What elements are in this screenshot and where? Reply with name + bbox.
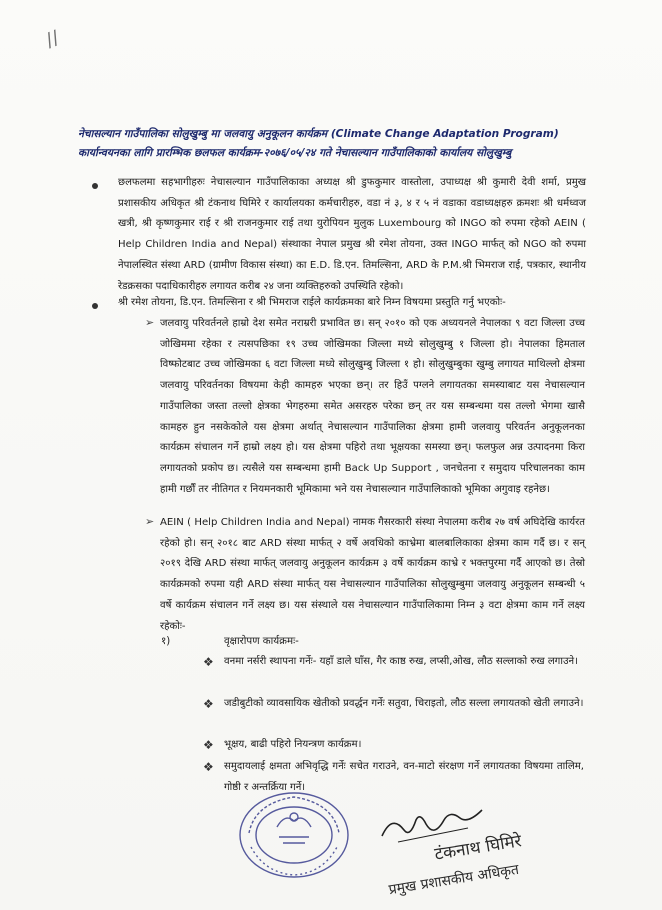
bullet-icon xyxy=(92,303,98,309)
signatory-name: टंकनाथ घिमिरे xyxy=(433,831,523,865)
diamond-bullet-icon: ❖ xyxy=(203,655,214,669)
list-item: जडीबुटीको व्यावसायिक खेतीको प्रवर्द्धन गर्नेः सतुवा, चिराइतो, लौठ सल्ला लगायतको खेती लगाउने। xyxy=(224,698,584,709)
diamond-bullet-icon: ❖ xyxy=(203,697,214,711)
office-seal xyxy=(235,787,353,887)
item-title: वृक्षारोपण कार्यक्रमः- xyxy=(224,636,299,647)
list-item: समुदायलाई क्षमता अभिवृद्धि गर्नेः सचेत गराउने, वन-माटो संरक्षण गर्ने लगायतका विषयमा तालिम, गोष्ठी र अन्तर्क्रिया गर्ने। xyxy=(224,761,584,793)
participants-paragraph: छलफलमा सहभागीहरुः नेचासल्यान गाउँपालिकाका अध्यक्ष श्री डुफकुमार वास्तोला, उपाध्यक्ष श्री कुमारी देवी शर्मा, प्रमुख प्रशासकीय अधिकृत श्री टंकनाथ घिमिरे र कार्यालयका कर्मचारीहरु, वडा नं ३, ४ र ५ नं वडाका वडाध्यक्षहरु क्रमशः श्री धर्मध्वज खत्री, श्री कृष्णकुमार राई र श्री राजनकुमार राई तथा युरोपियन मुलुक Luxembourg को INGO को रुपमा रहेको AEIN ( Help Children India and Nepal) संस्थाका नेपाल प्रमुख श्री रमेश तोयना, उक्त INGO मार्फत् को NGO को रुपमा नेपालस्थित संस्था ARD (ग्रामीण विकास संस्था) का E.D. डि.एन. तिमल्सिना, ARD के P.M.श्री भिमराज राई, पत्रकार, स्थानीय रेडक्रसका पदाधिकारीहरु लगायत करीब २४ जना व्यक्तिहरुको उपस्थिति रहेको। xyxy=(118,177,586,292)
aein-paragraph: AEIN ( Help Children India and Nepal) नामक गैसरकारी संस्था नेपालमा करीब २७ वर्ष अघिदेखि कार्यरत रहेको हो। सन् २०१८ बाट ARD संस्था मार्फत् २ वर्षे अवधिको काभ्रेमा बालबालिकाका क्षेत्रमा काम गर्दै छ। र सन् २०१९ देखि ARD संस्था मार्फत् जलवायु अनुकूलन कार्यक्रम ३ वर्षे कार्यक्रम काभ्रे र भक्तपुरमा गर्दै आएको छ। तेस्रो कार्यक्रमको रुपमा यही ARD संस्था मार्फत् यस नेचासल्यान गाउँपालिका सोलुखुम्बुमा जलवायु अनुकूलन सम्बन्धी ५ वर्षे कार्यक्रम संचालन गर्ने लक्ष्य छ। यस संस्थाले यस नेचासल्यान गाउँपालिकामा निम्न ३ वटा क्षेत्रमा काम गर्ने लक्ष्य रहेकोः- xyxy=(160,517,585,632)
document-title-line-2: कार्यान्वयनका लागि प्रारम्भिक छलफल कार्यक्रम-२०७६/०५/२४ गते नेचासल्यान गाउँपालिकाको कार्यालय सोलुखुम्बु xyxy=(78,147,512,159)
list-item: भूक्षय, बाढी पहिरो नियन्त्रण कार्यक्रम। xyxy=(224,739,362,750)
diamond-bullet-icon: ❖ xyxy=(203,738,214,752)
arrow-bullet-icon: ➢ xyxy=(145,515,155,528)
corner-mark: // xyxy=(42,26,63,52)
list-item: वनमा नर्सरी स्थापना गर्नेः- यहाँ डाले घाँस, गैर काष्ठ रुख, लप्सी,ओख, लौठ सल्लाको रुख लगाउने। xyxy=(224,656,578,667)
item-number: १) xyxy=(161,636,171,647)
presentation-intro: श्री रमेश तोयना, डि.एन. तिमल्सिना र श्री भिमराज राईले कार्यक्रमका बारे निम्न विषयमा प्रस्तुति गर्नु भएकोः- xyxy=(118,297,506,308)
climate-impact-paragraph: जलवायु परिवर्तनले हाम्रो देश समेत नराम्ररी प्रभावित छ। सन् २०१० को एक अध्ययनले नेपालका ९ वटा जिल्ला उच्च जोखिममा रहेका र त्यसपछिका १९ उच्च जोखिमका जिल्ला मध्ये सोलुखुम्बु १ जिल्ला हो। नेपालका हिमताल विष्फोटबाट उच्च जोखिमका ६ वटा जिल्ला मध्ये सोलुखुम्बु जिल्ला १ हो। सोलुखुम्बुका खुम्बु लगायत माथिल्लो क्षेत्रमा जलवायु परिवर्तनका विषयमा केही कामहरु भएका छन्। तर हिउँ पग्लने लगायतका समस्याबाट यस नेचासल्यान गाउँपालिका जस्ता तल्लो क्षेत्रका भेगहरुमा समेत असरहरु परेका छन् तर यस सम्बन्धमा यस तल्लो भेगमा खासै कामहरु हुन नसकेकोले यस क्षेत्रमा अर्थात् नेचासल्यान गाउँपालिका क्षेत्रमा हामी जलवायु परिवर्तन अनुकूलनका कार्यक्रम संचालन गर्ने हाम्रो लक्ष्य हो। यस क्षेत्रमा पहिरो तथा भूक्षयका समस्या छन्। फलफुल अन्न उत्पादनमा किरा लगायतको प्रकोप छ। त्यसैले यस सम्बन्धमा हामी Back Up Support , जनचेतना र समुदाय परिचालनका काम हामी गर्छौं तर नीतिगत र नियमनकारी भूमिकामा भने यस नेचासल्यान गाउँपालिकाको भूमिका अगुवाइ रहनेछ। xyxy=(160,318,585,495)
diamond-bullet-icon: ❖ xyxy=(203,760,214,774)
arrow-bullet-icon: ➢ xyxy=(145,316,155,329)
document-title-line-1: नेचासल्यान गाउँपालिका सोलुखुम्बु मा जलवायु अनुकूलन कार्यक्रम (Climate Change Adaptation Program) xyxy=(78,128,559,140)
signatory-designation: प्रमुख प्रशासकीय अधिकृत xyxy=(387,861,520,899)
bullet-icon xyxy=(92,183,98,189)
